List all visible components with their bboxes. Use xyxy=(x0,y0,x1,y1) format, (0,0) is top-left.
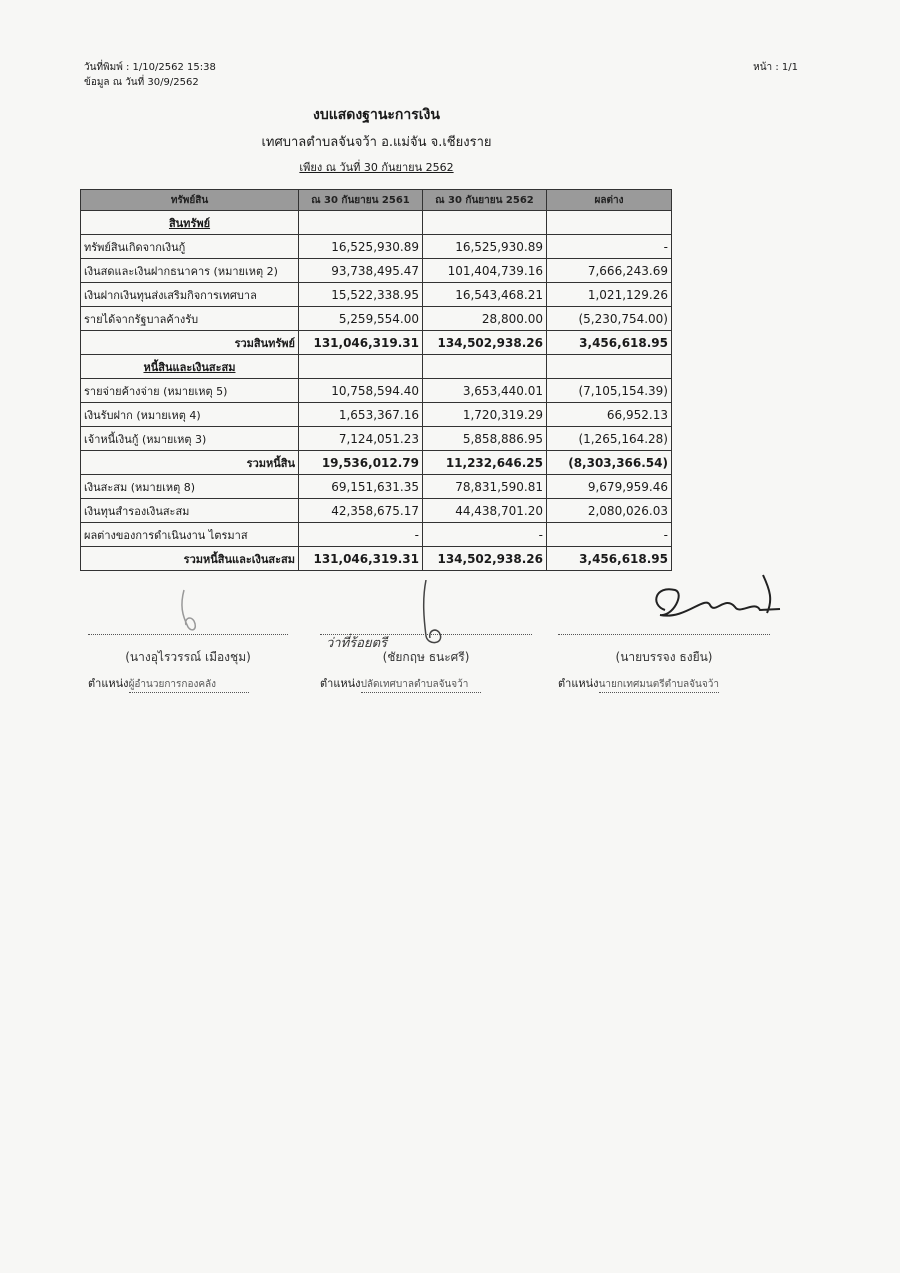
row-label: เจ้าหนี้เงินกู้ (หมายเหตุ 3) xyxy=(81,427,299,451)
row-value: 101,404,739.16 xyxy=(423,259,547,283)
as-of-date: เพียง ณ วันที่ 30 กันยายน 2562 xyxy=(299,161,454,174)
print-date: วันที่พิมพ์ : 1/10/2562 15:38 xyxy=(84,62,216,73)
total-row xyxy=(81,331,672,355)
row-label: เงินสดและเงินฝากธนาคาร (หมายเหตุ 2) xyxy=(81,259,299,283)
row-value: 78,831,590.81 xyxy=(423,475,547,499)
row-value xyxy=(299,211,423,235)
position-label: ตำแหน่ง xyxy=(88,677,129,690)
signature-block xyxy=(320,634,532,693)
row-value: 16,525,930.89 xyxy=(299,235,423,259)
row-value: 11,232,646.25 xyxy=(423,451,547,475)
initial-mark xyxy=(170,585,210,635)
row-label: รวมสินทรัพย์ xyxy=(81,331,299,355)
row-value: 2,080,026.03 xyxy=(547,499,672,523)
table-row xyxy=(81,499,672,523)
row-value: 93,738,495.47 xyxy=(299,259,423,283)
table-row xyxy=(81,307,672,331)
section-row xyxy=(81,355,672,379)
column-header: ณ 30 กันยายน 2561 xyxy=(299,190,423,211)
row-value: 3,653,440.01 xyxy=(423,379,547,403)
row-value xyxy=(423,211,547,235)
signer-name: (นางอุไรวรรณ์ เมืองชุม) xyxy=(125,650,251,664)
row-label: รวมหนี้สินและเงินสะสม xyxy=(81,547,299,571)
row-value xyxy=(423,355,547,379)
row-label: สินทรัพย์ xyxy=(81,211,299,235)
row-value: 1,653,367.16 xyxy=(299,403,423,427)
row-value: 7,666,243.69 xyxy=(547,259,672,283)
row-value: 131,046,319.31 xyxy=(299,547,423,571)
handwritten-note: ว่าที่ร้อยตรี xyxy=(326,636,388,651)
row-value: 10,758,594.40 xyxy=(299,379,423,403)
row-value: 9,679,959.46 xyxy=(547,475,672,499)
row-label: เงินรับฝาก (หมายเหตุ 4) xyxy=(81,403,299,427)
column-header: ณ 30 กันยายน 2562 xyxy=(423,190,547,211)
row-value xyxy=(547,211,672,235)
table-header-row xyxy=(81,190,672,211)
row-value: 15,522,338.95 xyxy=(299,283,423,307)
table-row xyxy=(81,475,672,499)
row-label: เงินทุนสำรองเงินสะสม xyxy=(81,499,299,523)
table-row xyxy=(81,523,672,547)
row-value: 42,358,675.17 xyxy=(299,499,423,523)
row-value: (8,303,366.54) xyxy=(547,451,672,475)
row-value: - xyxy=(423,523,547,547)
table-row xyxy=(81,283,672,307)
row-label: รายได้จากรัฐบาลค้างรับ xyxy=(81,307,299,331)
row-value: (1,265,164.28) xyxy=(547,427,672,451)
row-value: 1,021,129.26 xyxy=(547,283,672,307)
row-value: - xyxy=(547,523,672,547)
position-label: ตำแหน่ง xyxy=(558,677,599,690)
signer-position: นายกเทศมนตรีตำบลจันจว้า xyxy=(599,677,719,693)
table-row xyxy=(81,427,672,451)
row-value: 131,046,319.31 xyxy=(299,331,423,355)
row-value xyxy=(299,355,423,379)
row-value: 5,858,886.95 xyxy=(423,427,547,451)
row-label: รวมหนี้สิน xyxy=(81,451,299,475)
document-title: งบแสดงฐานะการเงิน xyxy=(313,107,440,123)
row-value: 1,720,319.29 xyxy=(423,403,547,427)
row-value: 16,543,468.21 xyxy=(423,283,547,307)
signer-name: (ชัยกฤษ ธนะศรี) xyxy=(382,650,470,664)
page-number: หน้า : 1/1 xyxy=(753,62,798,73)
row-value: 7,124,051.23 xyxy=(299,427,423,451)
table-row xyxy=(81,235,672,259)
table-row xyxy=(81,259,672,283)
signer-name: (นายบรรจง ธงยืน) xyxy=(615,650,713,664)
row-value: 134,502,938.26 xyxy=(423,547,547,571)
data-date: ข้อมูล ณ วันที่ 30/9/2562 xyxy=(84,77,199,88)
table-row xyxy=(81,403,672,427)
signature-block xyxy=(88,634,288,693)
row-value: 3,456,618.95 xyxy=(547,331,672,355)
column-header: ผลต่าง xyxy=(547,190,672,211)
row-value: (5,230,754.00) xyxy=(547,307,672,331)
financial-position-table xyxy=(80,189,672,571)
section-row xyxy=(81,211,672,235)
signer-position: ปลัดเทศบาลตำบลจันจว้า xyxy=(361,677,481,693)
row-label: ผลต่างของการดำเนินงาน ไตรมาส xyxy=(81,523,299,547)
row-label: เงินฝากเงินทุนส่งเสริมกิจการเทศบาล xyxy=(81,283,299,307)
row-value: 69,151,631.35 xyxy=(299,475,423,499)
row-value: 28,800.00 xyxy=(423,307,547,331)
row-value: 3,456,618.95 xyxy=(547,547,672,571)
row-value: 5,259,554.00 xyxy=(299,307,423,331)
organization-name: เทศบาลตำบลจันจว้า อ.แม่จัน จ.เชียงราย xyxy=(261,135,492,150)
signer-position: ผู้อำนวยการกองคลัง xyxy=(129,677,249,693)
row-value: 134,502,938.26 xyxy=(423,331,547,355)
signature-mark xyxy=(645,565,795,625)
row-label: รายจ่ายค้างจ่าย (หมายเหตุ 5) xyxy=(81,379,299,403)
row-value: 66,952.13 xyxy=(547,403,672,427)
row-value: 44,438,701.20 xyxy=(423,499,547,523)
total-row xyxy=(81,451,672,475)
row-label: ทรัพย์สินเกิดจากเงินกู้ xyxy=(81,235,299,259)
row-value: 19,536,012.79 xyxy=(299,451,423,475)
table-row xyxy=(81,379,672,403)
row-value xyxy=(547,355,672,379)
row-label: เงินสะสม (หมายเหตุ 8) xyxy=(81,475,299,499)
position-label: ตำแหน่ง xyxy=(320,677,361,690)
row-label: หนี้สินและเงินสะสม xyxy=(81,355,299,379)
signature-block xyxy=(558,634,770,693)
total-row xyxy=(81,547,672,571)
row-value: - xyxy=(547,235,672,259)
row-value: - xyxy=(299,523,423,547)
row-value: 16,525,930.89 xyxy=(423,235,547,259)
column-header: ทรัพย์สิน xyxy=(81,190,299,211)
print-info xyxy=(84,60,216,90)
row-value: (7,105,154.39) xyxy=(547,379,672,403)
